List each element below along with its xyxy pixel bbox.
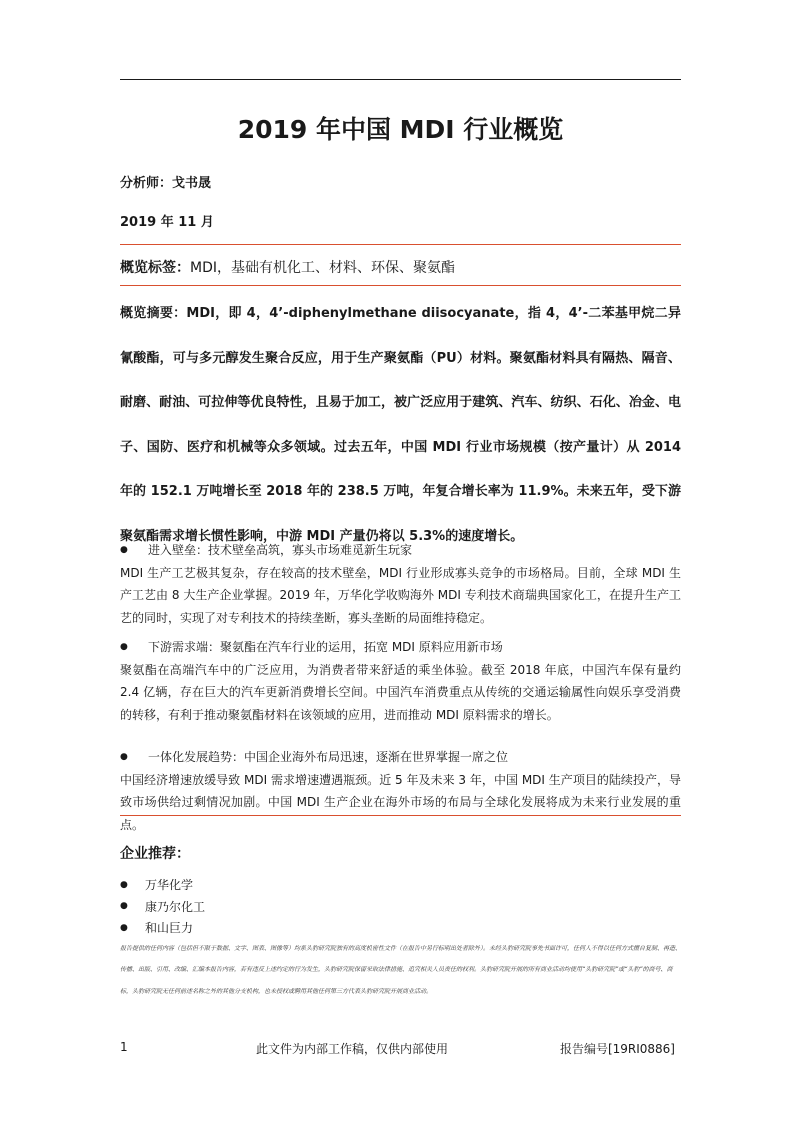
analyst-line: 分析师：戈书晟 — [120, 176, 212, 191]
bullet-icon: ● — [120, 642, 128, 652]
report-id: 报告编号[19RI0886] — [559, 1042, 675, 1056]
bullet-icon: ● — [120, 922, 128, 933]
section-heading — [120, 636, 681, 659]
company-name: 康乃尔化工 — [145, 899, 206, 914]
company-name: 万华化学 — [145, 878, 194, 893]
recommend-title: 企业推荐： — [120, 846, 190, 862]
section-heading — [120, 539, 681, 562]
disclaimer-text: 报告提供的任何内容（包括但不限于数据、文字、图表、图像等）均系头豹研究院独有的高度机密性文件（在报告中另行标明出处者除外）。未经头豹研究院事先书面许可，任何人不得以任何方式擅自复制、再造、传播、出版、引用、改编、汇编本报告内容，若有违反上述约定的行为发生，头豹研究院保留采取法律措施、追究相关人员责任的权利。头豹研究院开展的所有商业活动均使用“头豹研究院”或“头豹”的商号、商标，头豹研究院无任何前述名称之外的其他分支机构，也未授权或聘用其他任何第三方代表头豹研究院开展商业活动。 — [120, 945, 682, 995]
section-integration-trend — [120, 746, 681, 837]
overview-tags — [120, 257, 455, 279]
bullet-icon: ● — [120, 901, 128, 912]
section-body: MDI 生产工艺极其复杂，存在较高的技术壁垒，MDI 行业形成寡头竞争的市场格局。目前，全球 MDI 生产工艺由 8 大生产企业掌握。2019 年，万华化学收购海外 MDI 专利技术商瑞典国家化工，在提升生产工艺的同时，实现了对专利技术的持续垄断，寡头垄断的局面维持稳定。 — [120, 565, 681, 626]
company-name: 和山巨力 — [145, 921, 194, 936]
page-title: 2019 年中国 MDI 行业概览 — [237, 115, 564, 144]
footer-note: 此文件为内部工作稿，仅供内部使用 — [256, 1042, 449, 1056]
header-rule — [120, 79, 681, 80]
divider-rule — [120, 815, 681, 816]
section-body: 聚氨酯在高端汽车中的广泛应用，为消费者带来舒适的乘坐体验。截至 2018 年底，中国汽车保有量约 2.4 亿辆，存在巨大的汽车更新消费增长空间。中国汽车消费重点从传统的交通运输属性向娱乐享受消费的转移，有利于推动聚氨酯材料在该领域的应用，进而推动 MDI 原料需求的增长。 — [120, 662, 681, 723]
section-heading-text: 进入壁垒：技术壁垒高筑，寡头市场难觅新生玩家 — [148, 543, 413, 557]
bullet-icon: ● — [120, 879, 128, 890]
divider-rule — [120, 244, 681, 245]
bullet-icon: ● — [120, 545, 128, 555]
list-item — [120, 896, 205, 918]
section-heading — [120, 746, 681, 769]
bullet-icon: ● — [120, 752, 128, 762]
tags-value: MDI，基础有机化工、材料、环保、聚氨酯 — [190, 260, 455, 276]
page-number: 1 — [120, 1040, 128, 1054]
section-heading-text: 一体化发展趋势：中国企业海外布局迅速，逐渐在世界掌握一席之位 — [148, 750, 509, 764]
overview-abstract: 概览摘要：MDI，即 4，4’-diphenylmethane diisocyanate，指 4，4’-二苯基甲烷二异氰酸酯，可与多元醇发生聚合反应，用于生产聚氨酯（PU）材料。聚氨酯材料具有隔热、隔音、耐磨、耐油、可拉伸等优良特性，且易于加工，被广泛应用于建筑、汽车、纺织、石化、冶金、电子、国防、医疗和机械等众多领域。过去五年，中国 MDI 行业市场规模（按产量计）从 2014 年的 152.1 万吨增长至 2018 年的 238.5 万吨，年复合增长率为 11.9%。未来五年，受下游聚氨酯需求增长惯性影响，中游 MDI 产量仍将以 5.3%的速度增长。 — [120, 306, 681, 544]
section-heading-text: 下游需求端：聚氨酯在汽车行业的运用，拓宽 MDI 原料应用新市场 — [148, 640, 503, 654]
report-date: 2019 年 11 月 — [120, 215, 214, 230]
section-body: 中国经济增速放缓导致 MDI 需求增速遭遇瓶颈。近 5 年及未来 3 年，中国 MDI 生产项目的陆续投产，导致市场供给过剩情况加剧。中国 MDI 生产企业在海外市场的布局与全球化发展将成为未来行业发展的重点。 — [120, 772, 681, 833]
section-entry-barrier — [120, 539, 681, 630]
list-item — [120, 874, 205, 896]
divider-rule — [120, 285, 681, 286]
tags-label: 概览标签： — [120, 260, 190, 276]
list-item — [120, 917, 205, 939]
section-downstream-demand — [120, 636, 681, 727]
recommend-list — [120, 874, 205, 939]
